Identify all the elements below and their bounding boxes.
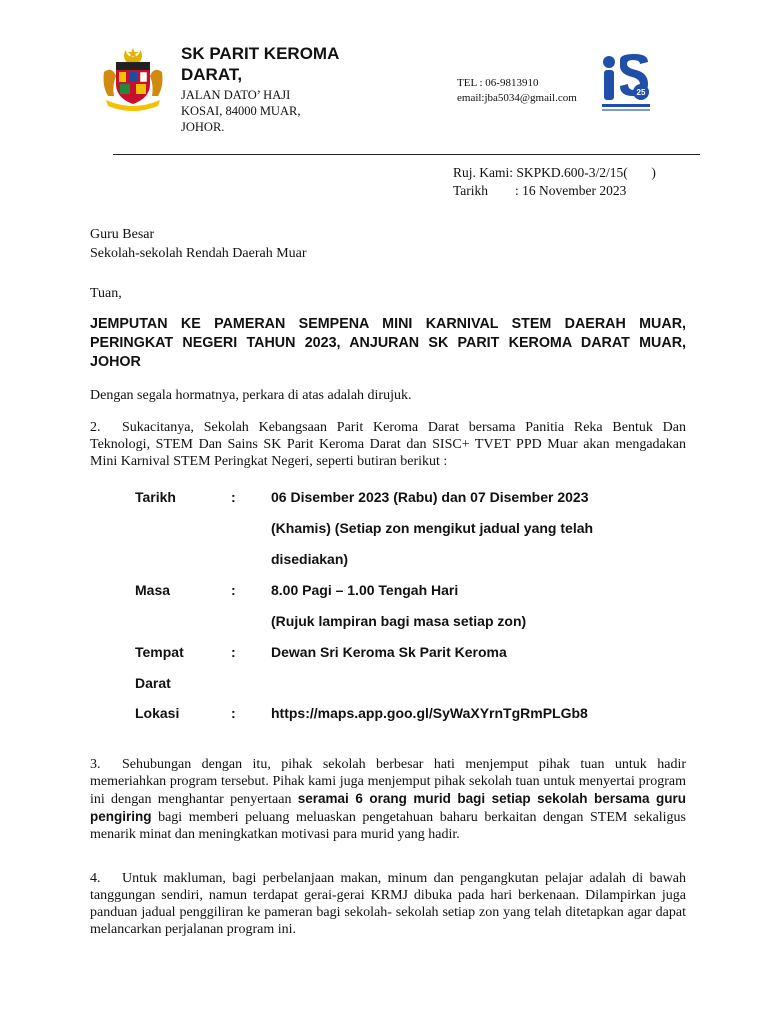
detail-label: Lokasi — [135, 705, 180, 721]
detail-value: 06 Disember 2023 (Rabu) dan 07 Disember 2023 — [271, 489, 589, 505]
letter-subject: JEMPUTAN KE PAMERAN SEMPENA MINI KARNIVAL STEM DAERAH MUAR, PERINGKAT NEGERI TAHUN 2023, ANJURAN SK PARIT KEROMA DARAT MUAR, JOHOR — [90, 316, 686, 370]
detail-value: 8.00 Pagi – 1.00 Tengah Hari — [271, 582, 459, 598]
detail-label: Tarikh — [135, 489, 176, 505]
paragraph-emphasis: seramai 6 orang murid bagi setiap sekolah bersama guru pengiring — [90, 791, 686, 824]
anniversary-number: 25 — [636, 88, 646, 97]
recipient-block — [90, 225, 307, 263]
detail-value: Dewan Sri Keroma Sk Parit Keroma — [271, 644, 507, 660]
reference-block — [453, 164, 656, 200]
recipient-organization: Sekolah-sekolah Rendah Daerah Muar — [90, 246, 307, 261]
paragraph-2 — [90, 419, 686, 470]
email: email:jba5034@gmail.com — [457, 92, 577, 104]
paragraph-3 — [90, 756, 686, 843]
paragraph-text: Untuk makluman, bagi perbelanjaan makan, minum dan pengangkutan pelajar adalah di bawah tanggungan sendiri, namun terdapat gerai-gerai KRMJ dibuka pada hari berkenaan. Dilampirkan juga panduan jadual penggiliran ke pameran bagi sekolah- sekolah setiap zon yang telah ditetapkan agar dapat melancarkan perjalanan program ini. — [90, 871, 686, 937]
telephone: TEL : 06-9813910 — [457, 77, 539, 89]
coat-of-arms-logo — [100, 46, 166, 112]
paragraph-number: 3. — [90, 757, 101, 772]
letter-date: : 16 November 2023 — [515, 183, 627, 198]
detail-label: Tempat — [135, 644, 184, 660]
salutation: Tuan, — [90, 286, 122, 301]
paragraph-number: 2. — [90, 420, 101, 435]
opening-line: Dengan segala hormatnya, perkara di atas adalah dirujuk. — [90, 388, 412, 403]
location-link[interactable]: https://maps.app.goo.gl/SyWaXYrnTgRmPLGb8 — [271, 705, 588, 721]
reference-label: Ruj. Kami: — [453, 165, 513, 180]
detail-label: Masa — [135, 582, 171, 598]
detail-colon: : — [231, 582, 236, 598]
recipient-title: Guru Besar — [90, 227, 155, 242]
paragraph-number: 4. — [90, 871, 101, 886]
school-name: SK PARIT KEROMA DARAT, — [181, 44, 339, 84]
header-divider — [113, 154, 700, 155]
detail-value: disediakan) — [271, 551, 349, 567]
address-line: KOSAI, 84000 MUAR, — [181, 104, 301, 118]
detail-colon: : — [231, 705, 236, 721]
anniversary-logo — [600, 52, 652, 114]
address-line: JALAN DATO’ HAJI — [181, 88, 291, 102]
paragraph-text: bagi memberi peluang meluaskan pengetahuan baharu berkaitan dengan STEM sekaligus menarik minat dan meningkatkan motivasi para murid yang hadir. — [90, 810, 687, 842]
date-label: Tarikh — [453, 183, 489, 198]
detail-label: Darat — [135, 675, 171, 691]
contact-info — [457, 76, 577, 106]
paragraph-4 — [90, 870, 686, 938]
detail-colon: : — [231, 644, 236, 660]
address-line: JOHOR. — [181, 120, 225, 134]
reference-number: SKPKD.600-3/2/15( ) — [516, 165, 656, 180]
detail-value: (Khamis) (Setiap zon mengikut jadual yang telah — [271, 520, 594, 536]
paragraph-text: Sukacitanya, Sekolah Kebangsaan Parit Keroma Darat bersama Panitia Reka Bentuk Dan Teknologi, STEM Dan Sains SK Parit Keroma Darat dan SISC+ TVET PPD Muar akan mengadakan Mini Karnival STEM Peringkat Negeri, seperti butiran berikut : — [90, 420, 686, 469]
detail-colon: : — [231, 489, 236, 505]
paragraph-text: Sehubungan dengan itu, pihak sekolah berbesar hati menjemput pihak tuan untuk hadir memeriahkan program tersebut. Pihak kami juga menjemput pihak sekolah tuan untuk menyertai program ini dengan menghantar penyertaan — [90, 757, 686, 807]
detail-value: (Rujuk lampiran bagi masa setiap zon) — [271, 613, 527, 629]
school-address — [181, 87, 300, 135]
